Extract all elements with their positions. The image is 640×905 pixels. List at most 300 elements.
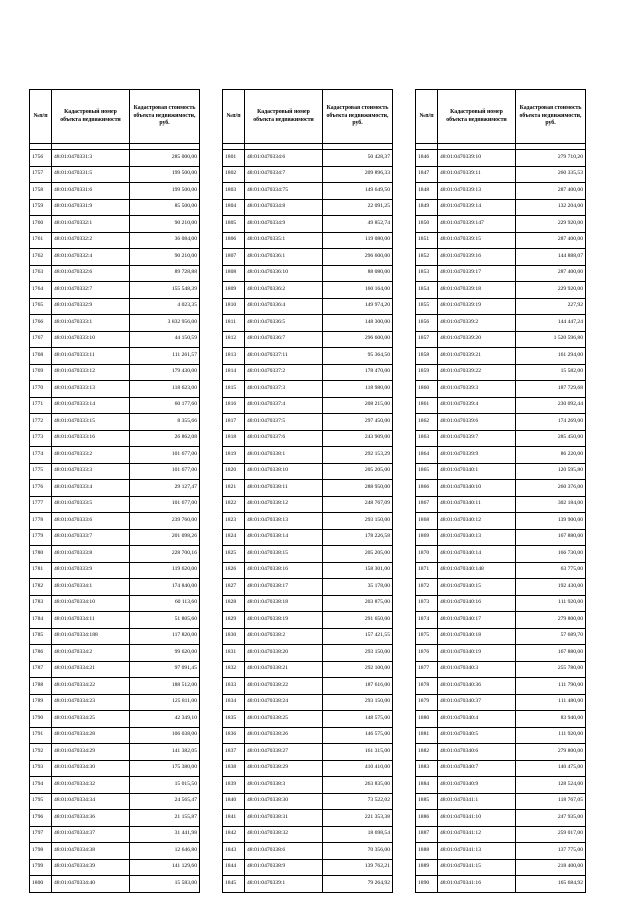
cadastral-number: 48:01:0470338:17: [245, 579, 323, 596]
table-row: [223, 678, 393, 695]
cadastral-value: 18 698,54: [323, 826, 393, 843]
cadastral-value: 229 920,00: [516, 216, 586, 233]
row-number: 1867: [416, 496, 438, 513]
table-row: [223, 513, 393, 530]
row-number: 1883: [416, 760, 438, 777]
row-number: 1885: [416, 793, 438, 810]
cadastral-number: 48:01:0470340:13: [438, 529, 516, 546]
table-row: [223, 694, 393, 711]
cadastral-value: 293 150,00: [323, 645, 393, 662]
header-cadastral: Кадастровый номер объекта недвижимости: [52, 90, 130, 144]
row-number: 1778: [30, 513, 52, 530]
cadastral-value: 83 940,00: [516, 711, 586, 728]
cadastral-value: 70 356,00: [323, 843, 393, 860]
row-number: 1877: [416, 661, 438, 678]
cadastral-value: 88 080,00: [323, 265, 393, 282]
row-number: 1874: [416, 612, 438, 629]
cadastral-value: 4 023,35: [130, 298, 200, 315]
table-row: [30, 711, 200, 728]
table-row: [416, 628, 586, 645]
table-row: [416, 397, 586, 414]
cadastral-number: 48:01:0470339:15: [438, 232, 516, 249]
table-row: [30, 612, 200, 629]
cadastral-value: 203 875,00: [323, 595, 393, 612]
cadastral-number: 48:01:0470334:6: [245, 150, 323, 167]
cadastral-number: 48:01:0470338:29: [245, 760, 323, 777]
row-number: 1886: [416, 810, 438, 827]
table-row: [30, 414, 200, 431]
row-number: 1878: [416, 678, 438, 695]
row-number: 1826: [223, 562, 245, 579]
row-number: 1881: [416, 727, 438, 744]
cadastral-number: 48:01:0470339:20: [438, 331, 516, 348]
cadastral-number: 48:01:0470332:7: [52, 282, 130, 299]
cadastral-number: 48:01:0470331:5: [52, 166, 130, 183]
cadastral-value: 119 620,00: [130, 562, 200, 579]
cadastral-number: 48:01:0470334:23: [52, 694, 130, 711]
table-row: [223, 760, 393, 777]
cadastral-value: 149 649,50: [323, 183, 393, 200]
row-number: 1806: [223, 232, 245, 249]
row-number: 1834: [223, 694, 245, 711]
cadastral-value: 31 441,98: [130, 826, 200, 843]
header-row: [223, 90, 393, 144]
cadastral-value: 111 261,57: [130, 348, 200, 365]
table-row: [416, 727, 586, 744]
row-number: 1780: [30, 546, 52, 563]
cadastral-number: 48:01:0470331:6: [52, 183, 130, 200]
table-row: [416, 859, 586, 876]
cadastral-number: 48:01:0470340:1: [438, 463, 516, 480]
cadastral-value: 42 349,10: [130, 711, 200, 728]
cadastral-table-1: [29, 89, 200, 893]
table-row: [416, 447, 586, 464]
row-number: 1809: [223, 282, 245, 299]
row-number: 1779: [30, 529, 52, 546]
row-number: 1839: [223, 777, 245, 794]
row-number: 1829: [223, 612, 245, 629]
table-row: [223, 843, 393, 860]
cadastral-value: 287 400,00: [516, 183, 586, 200]
cadastral-value: 99 620,00: [130, 645, 200, 662]
cadastral-number: 48:01:0470338:15: [245, 546, 323, 563]
row-number: 1849: [416, 199, 438, 216]
row-number: 1841: [223, 810, 245, 827]
cadastral-value: 160 164,00: [323, 282, 393, 299]
cadastral-value: 279 800,00: [516, 612, 586, 629]
cadastral-number: 48:01:0470334:188: [52, 628, 130, 645]
cadastral-value: 178 470,00: [323, 364, 393, 381]
cadastral-value: 79 264,92: [323, 876, 393, 893]
cadastral-value: 90 210,00: [130, 249, 200, 266]
table-row: [223, 364, 393, 381]
cadastral-number: 48:01:0470333:4: [52, 480, 130, 497]
cadastral-value: 8 355,66: [130, 414, 200, 431]
row-number: 1785: [30, 628, 52, 645]
cadastral-number: 48:01:0470338:14: [245, 529, 323, 546]
cadastral-number: 48:01:0470336:1: [245, 249, 323, 266]
header-row: [416, 90, 586, 144]
cadastral-value: 118 767,05: [516, 793, 586, 810]
cadastral-number: 48:01:0470334:30: [52, 760, 130, 777]
row-number: 1854: [416, 282, 438, 299]
cadastral-number: 48:01:0470334:1: [52, 579, 130, 596]
table-row: [416, 183, 586, 200]
row-number: 1875: [416, 628, 438, 645]
table-row: [416, 760, 586, 777]
row-number: 1775: [30, 463, 52, 480]
cadastral-number: 48:01:0470338:12: [245, 496, 323, 513]
cadastral-number: 48:01:0470340:6: [438, 744, 516, 761]
cadastral-value: 36 084,00: [130, 232, 200, 249]
cadastral-number: 48:01:0470338:9: [245, 859, 323, 876]
cadastral-number: 48:01:0470341:15: [438, 859, 516, 876]
table-row: [223, 628, 393, 645]
table-row: [223, 166, 393, 183]
row-number: 1768: [30, 348, 52, 365]
cadastral-value: 50 428,37: [323, 150, 393, 167]
cadastral-number: 48:01:0470339:14: [438, 199, 516, 216]
row-number: 1868: [416, 513, 438, 530]
cadastral-value: 227,92: [516, 298, 586, 315]
table-row: [416, 826, 586, 843]
cadastral-value: 161 315,00: [323, 744, 393, 761]
row-number: 1865: [416, 463, 438, 480]
row-number: 1760: [30, 216, 52, 233]
table-row: [223, 430, 393, 447]
row-number: 1773: [30, 430, 52, 447]
row-number: 1821: [223, 480, 245, 497]
cadastral-value: 12 646,80: [130, 843, 200, 860]
table-row: [416, 579, 586, 596]
row-number: 1804: [223, 199, 245, 216]
cadastral-value: 85 500,00: [130, 199, 200, 216]
table-row: [30, 150, 200, 167]
cadastral-value: 279 800,00: [516, 744, 586, 761]
cadastral-number: 48:01:0470333:14: [52, 397, 130, 414]
cadastral-value: 228 700,16: [130, 546, 200, 563]
table-row: [30, 793, 200, 810]
table-row: [30, 678, 200, 695]
cadastral-number: 48:01:0470338:21: [245, 661, 323, 678]
cadastral-value: 285 450,00: [516, 430, 586, 447]
cadastral-number: 48:01:0470333:5: [52, 496, 130, 513]
table-row: [416, 546, 586, 563]
row-number: 1807: [223, 249, 245, 266]
table-row: [30, 546, 200, 563]
table-row: [30, 447, 200, 464]
cadastral-number: 48:01:0470340:10: [438, 480, 516, 497]
cadastral-number: 48:01:0470334:21: [52, 661, 130, 678]
row-number: 1772: [30, 414, 52, 431]
cadastral-value: 149 974,20: [323, 298, 393, 315]
cadastral-number: 48:01:0470340:15: [438, 579, 516, 596]
cadastral-number: 48:01:0470332:4: [52, 249, 130, 266]
row-number: 1790: [30, 711, 52, 728]
table-row: [30, 628, 200, 645]
row-number: 1864: [416, 447, 438, 464]
cadastral-number: 48:01:0470334:7: [245, 166, 323, 183]
row-number: 1791: [30, 727, 52, 744]
table-row: [223, 265, 393, 282]
row-number: 1822: [223, 496, 245, 513]
cadastral-number: 48:01:0470332:6: [52, 265, 130, 282]
cadastral-table-3: [415, 89, 586, 893]
cadastral-value: 95 364,50: [323, 348, 393, 365]
table-row: [223, 216, 393, 233]
cadastral-value: 263 835,00: [323, 777, 393, 794]
row-number: 1860: [416, 381, 438, 398]
cadastral-value: 119 080,00: [323, 232, 393, 249]
cadastral-value: 260 335,53: [516, 166, 586, 183]
cadastral-number: 48:01:0470338:22: [245, 678, 323, 695]
cadastral-value: 287 400,00: [516, 232, 586, 249]
table-row: [223, 777, 393, 794]
table-row: [30, 843, 200, 860]
cadastral-number: 48:01:0470333:3: [52, 463, 130, 480]
cadastral-value: 199 500,00: [130, 166, 200, 183]
table-row: [416, 216, 586, 233]
cadastral-value: 111 480,00: [516, 694, 586, 711]
row-number: 1859: [416, 364, 438, 381]
table-row: [30, 529, 200, 546]
cadastral-value: 118 623,00: [130, 381, 200, 398]
cadastral-number: 48:01:0470339:9: [438, 447, 516, 464]
cadastral-number: 48:01:0470340:37: [438, 694, 516, 711]
header-value: Кадастровая стоимость объекта недвижимости, руб.: [130, 90, 200, 144]
cadastral-number: 48:01:0470334:36: [52, 810, 130, 827]
cadastral-value: 148 575,00: [323, 711, 393, 728]
cadastral-value: 141 382,05: [130, 744, 200, 761]
cadastral-value: 111 920,00: [516, 727, 586, 744]
cadastral-value: 230 092,44: [516, 397, 586, 414]
table-row: [223, 381, 393, 398]
cadastral-value: 174 269,00: [516, 414, 586, 431]
table-row: [223, 810, 393, 827]
cadastral-value: 128 524,00: [516, 777, 586, 794]
cadastral-value: 15 582,00: [516, 364, 586, 381]
cadastral-value: 208 215,00: [323, 397, 393, 414]
table-row: [223, 331, 393, 348]
row-number: 1814: [223, 364, 245, 381]
cadastral-value: 167 880,00: [516, 645, 586, 662]
table-row: [223, 826, 393, 843]
cadastral-number: 48:01:0470333:7: [52, 529, 130, 546]
row-number: 1845: [223, 876, 245, 893]
table-row: [223, 315, 393, 332]
cadastral-number: 48:01:0470336:2: [245, 282, 323, 299]
cadastral-number: 48:01:0470338:20: [245, 645, 323, 662]
cadastral-value: 157 421,55: [323, 628, 393, 645]
cadastral-number: 48:01:0470334:75: [245, 183, 323, 200]
cadastral-number: 48:01:0470339:18: [438, 282, 516, 299]
cadastral-value: 221 353,38: [323, 810, 393, 827]
cadastral-number: 48:01:0470335:1: [245, 232, 323, 249]
table-row: [30, 513, 200, 530]
table-row: [30, 331, 200, 348]
row-number: 1808: [223, 265, 245, 282]
cadastral-value: 141 129,60: [130, 859, 200, 876]
cadastral-number: 48:01:0470334:9: [245, 216, 323, 233]
cadastral-number: 48:01:0470339:7: [438, 430, 516, 447]
table-row: [223, 496, 393, 513]
cadastral-value: 155 548,39: [130, 282, 200, 299]
table-row: [223, 480, 393, 497]
cadastral-number: 48:01:0470337:2: [245, 364, 323, 381]
table-row: [416, 793, 586, 810]
row-number: 1827: [223, 579, 245, 596]
cadastral-number: 48:01:0470338:27: [245, 744, 323, 761]
row-number: 1766: [30, 315, 52, 332]
row-number: 1798: [30, 843, 52, 860]
row-number: 1799: [30, 859, 52, 876]
table-row: [416, 199, 586, 216]
cadastral-number: 48:01:0470333:10: [52, 331, 130, 348]
cadastral-number: 48:01:0470339:21: [438, 348, 516, 365]
cadastral-value: 205 205,00: [323, 463, 393, 480]
cadastral-value: 410 410,00: [323, 760, 393, 777]
cadastral-number: 48:01:0470332:9: [52, 298, 130, 315]
row-number: 1781: [30, 562, 52, 579]
row-number: 1777: [30, 496, 52, 513]
cadastral-value: 187 729,68: [516, 381, 586, 398]
cadastral-number: 48:01:0470339:6: [438, 414, 516, 431]
row-number: 1758: [30, 183, 52, 200]
row-number: 1802: [223, 166, 245, 183]
row-number: 1776: [30, 480, 52, 497]
cadastral-value: 229 920,00: [516, 282, 586, 299]
table-row: [223, 711, 393, 728]
cadastral-value: 291 650,00: [323, 612, 393, 629]
cadastral-value: 158 301,00: [323, 562, 393, 579]
cadastral-value: 209 896,33: [323, 166, 393, 183]
cadastral-number: 48:01:0470340:4: [438, 711, 516, 728]
row-number: 1869: [416, 529, 438, 546]
row-number: 1830: [223, 628, 245, 645]
row-number: 1847: [416, 166, 438, 183]
table-row: [416, 249, 586, 266]
cadastral-number: 48:01:0470338:18: [245, 595, 323, 612]
cadastral-number: 48:01:0470334:25: [52, 711, 130, 728]
cadastral-value: 106 038,00: [130, 727, 200, 744]
cadastral-number: 48:01:0470340:5: [438, 727, 516, 744]
table-row: [416, 430, 586, 447]
cadastral-value: 22 091,25: [323, 199, 393, 216]
cadastral-number: 48:01:0470334:39: [52, 859, 130, 876]
row-number: 1759: [30, 199, 52, 216]
cadastral-value: 165 684,92: [516, 876, 586, 893]
row-number: 1762: [30, 249, 52, 266]
table-row: [30, 661, 200, 678]
cadastral-value: 24 565,47: [130, 793, 200, 810]
cadastral-number: 48:01:0470332:1: [52, 216, 130, 233]
cadastral-value: 174 840,00: [130, 579, 200, 596]
cadastral-value: 247 935,00: [516, 810, 586, 827]
cadastral-value: 288 950,00: [323, 480, 393, 497]
cadastral-value: 302 184,00: [516, 496, 586, 513]
cadastral-value: 166 730,00: [516, 546, 586, 563]
row-number: 1819: [223, 447, 245, 464]
header-value: Кадастровая стоимость объекта недвижимости, руб.: [323, 90, 393, 144]
cadastral-number: 48:01:0470341:12: [438, 826, 516, 843]
cadastral-value: 179 430,00: [130, 364, 200, 381]
table-row: [223, 529, 393, 546]
cadastral-number: 48:01:0470339:4: [438, 397, 516, 414]
cadastral-value: 139 762,21: [323, 859, 393, 876]
row-number: 1774: [30, 447, 52, 464]
cadastral-number: 48:01:0470333:2: [52, 447, 130, 464]
cadastral-value: 63 775,00: [516, 562, 586, 579]
row-number: 1873: [416, 595, 438, 612]
row-number: 1810: [223, 298, 245, 315]
table-row: [30, 496, 200, 513]
cadastral-number: 48:01:0470340:11: [438, 496, 516, 513]
cadastral-value: 29 127,47: [130, 480, 200, 497]
cadastral-value: 296 600,00: [323, 249, 393, 266]
cadastral-number: 48:01:0470341:10: [438, 810, 516, 827]
table-row: [223, 546, 393, 563]
table-row: [416, 414, 586, 431]
table-row: [30, 595, 200, 612]
header-cadastral: Кадастровый номер объекта недвижимости: [245, 90, 323, 144]
table-row: [30, 579, 200, 596]
cadastral-number: 48:01:0470334:32: [52, 777, 130, 794]
cadastral-number: 48:01:0470339:147: [438, 216, 516, 233]
table-row: [416, 529, 586, 546]
row-number: 1857: [416, 331, 438, 348]
cadastral-value: 44 150,59: [130, 331, 200, 348]
cadastral-value: 146 575,00: [323, 727, 393, 744]
row-number: 1870: [416, 546, 438, 563]
table-row: [30, 760, 200, 777]
cadastral-value: 144 888,07: [516, 249, 586, 266]
cadastral-value: 192 430,00: [516, 579, 586, 596]
row-number: 1861: [416, 397, 438, 414]
header-num: №п/п: [30, 90, 52, 144]
cadastral-value: 137 775,00: [516, 843, 586, 860]
row-number: 1763: [30, 265, 52, 282]
table-row: [30, 348, 200, 365]
cadastral-value: 140 475,00: [516, 760, 586, 777]
cadastral-number: 48:01:0470338:1: [245, 447, 323, 464]
cadastral-number: 48:01:0470334:22: [52, 678, 130, 695]
table-row: [30, 810, 200, 827]
row-number: 1851: [416, 232, 438, 249]
row-number: 1818: [223, 430, 245, 447]
cadastral-value: 218 400,00: [516, 859, 586, 876]
row-number: 1764: [30, 282, 52, 299]
row-number: 1887: [416, 826, 438, 843]
row-number: 1783: [30, 595, 52, 612]
table-row: [223, 249, 393, 266]
cadastral-value: 293 150,00: [323, 513, 393, 530]
table-row: [223, 595, 393, 612]
cadastral-value: 3 832 956,00: [130, 315, 200, 332]
cadastral-value: 21 155,87: [130, 810, 200, 827]
cadastral-value: 60 177,60: [130, 397, 200, 414]
cadastral-number: 48:01:0470337:5: [245, 414, 323, 431]
cadastral-number: 48:01:0470340:3: [438, 661, 516, 678]
table-row: [416, 265, 586, 282]
cadastral-number: 48:01:0470338:16: [245, 562, 323, 579]
cadastral-value: 101 677,00: [130, 447, 200, 464]
table-row: [416, 810, 586, 827]
row-number: 1786: [30, 645, 52, 662]
cadastral-number: 48:01:0470339:11: [438, 166, 516, 183]
cadastral-number: 48:01:0470338:3: [245, 777, 323, 794]
cadastral-number: 48:01:0470333:15: [52, 414, 130, 431]
cadastral-value: 57 689,70: [516, 628, 586, 645]
